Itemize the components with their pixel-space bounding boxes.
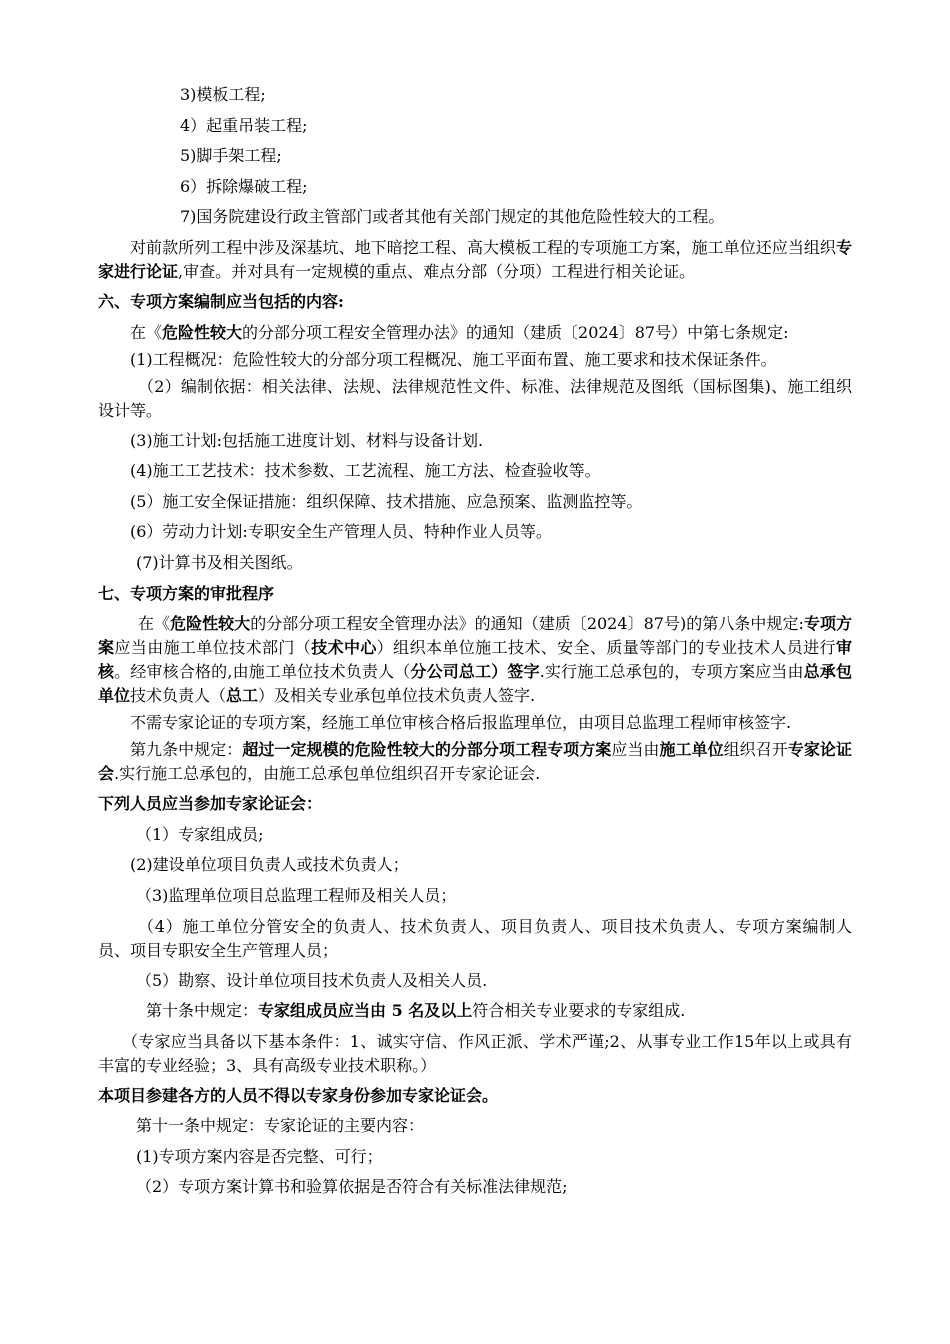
list-item: (2)建设单位项目负责人或技术负责人； (130, 855, 409, 875)
list-item: （2）专项方案计算书和验算依据是否符合有关标准法律规范; (136, 1177, 568, 1197)
document-body (98, 80, 852, 1203)
list-item: (6）劳动力计划:专职安全生产管理人员、特种作业人员等。 (130, 522, 552, 542)
list-item: （3)监理单位项目总监理工程师及相关人员； (136, 885, 457, 905)
article10-text: 第十条中规定：专家组成员应当由 5 名及以上符合相关专业要求的专家组成. (146, 1001, 686, 1021)
list-item: （4）施工单位分管安全的负责人、技术负责人、项目负责人、项目技术负责人、专项方案编制人员、项目专职安全生产管理人员； (98, 916, 852, 960)
list-item: 6）拆除爆破工程; (180, 176, 308, 196)
list-item: （2）编制依据：相关法律、法规、法律规范性文件、标准、法律规范及图纸（国标图集)、施工组织设计等。 (98, 376, 852, 420)
section7-paragraph-2: 不需专家论证的专项方案，经施工单位审核合格后报监理单位，由项目总监理工程师审核签字. (130, 713, 792, 733)
list-item: (1)工程概况：危险性较大的分部分项工程概况、施工平面布置、施工要求和技术保证条件。 (130, 349, 777, 369)
list-item: (3)施工计划:包括施工进度计划、材料与设备计划. (130, 430, 484, 450)
list-item: （5）勘察、设计单位项目技术负责人及相关人员. (136, 970, 488, 990)
section7-paragraph-3: 第九条中规定：超过一定规模的危险性较大的分部分项工程专项方案应当由施工单位组织召开专家论证会.实行施工总承包的，由施工总承包单位组织召开专家论证会. (98, 740, 852, 784)
section6-intro: 在《危险性较大的分部分项工程安全管理办法》的通知（建质〔2024〕87号）中第七条规定: (130, 322, 789, 342)
article11-intro: 第十一条中规定：专家论证的主要内容： (136, 1116, 425, 1136)
list-item: (4)施工工艺技术：技术参数、工艺流程、施工方法、检查验收等。 (130, 461, 601, 481)
notice-bold: 本项目参建各方的人员不得以专家身份参加专家论证会。 (98, 1085, 499, 1105)
section7-paragraph-1: 在《危险性较大的分部分项工程安全管理办法》的通知（建质〔2024〕87号)的第八条中规定:专项方案应当由施工单位技术部门（技术中心）组织本单位施工技术、安全、质量等部门的专业技术人员进行审核。经审核合格的,由施工单位技术负责人（分公司总工）签字.实行施工总承包的，专项方案应当由总承包单位技术负责人（总工）及相关专业承包单位技术负责人签字. (98, 614, 852, 706)
list-item: 4）起重吊装工程; (180, 115, 308, 135)
section-heading-7: 七、专项方案的审批程序 (98, 583, 275, 603)
list-item: 3)模板工程; (180, 85, 266, 104)
list-item: (7)计算书及相关图纸。 (136, 552, 303, 572)
section-heading-6: 六、专项方案编制应当包括的内容: (98, 291, 344, 311)
list-item: (1)专项方案内容是否完整、可行； (136, 1146, 383, 1166)
list-item: (5）施工安全保证措施：组织保障、技术措施、应急预案、监测监控等。 (130, 491, 643, 511)
attendees-heading: 下列人员应当参加专家论证会： (98, 794, 323, 814)
expert-qualifications-note: （专家应当具备以下基本条件：1、诚实守信、作风正派、学术严谨;2、从事专业工作15年以上或具有丰富的专业经验；3、具有高级专业技术职称。） (98, 1031, 852, 1075)
paragraph-expert-review: 对前款所列工程中涉及深基坑、地下暗挖工程、高大模板工程的专项施工方案，施工单位还应当组织专家进行论证,审查。并对具有一定规模的重点、难点分部（分项）工程进行相关论证。 (98, 237, 852, 281)
list-item: 7)国务院建设行政主管部门或者其他有关部门规定的其他危险性较大的工程。 (180, 207, 725, 227)
list-item: （1）专家组成员; (136, 824, 264, 844)
list-item: 5)脚手架工程; (180, 146, 282, 166)
